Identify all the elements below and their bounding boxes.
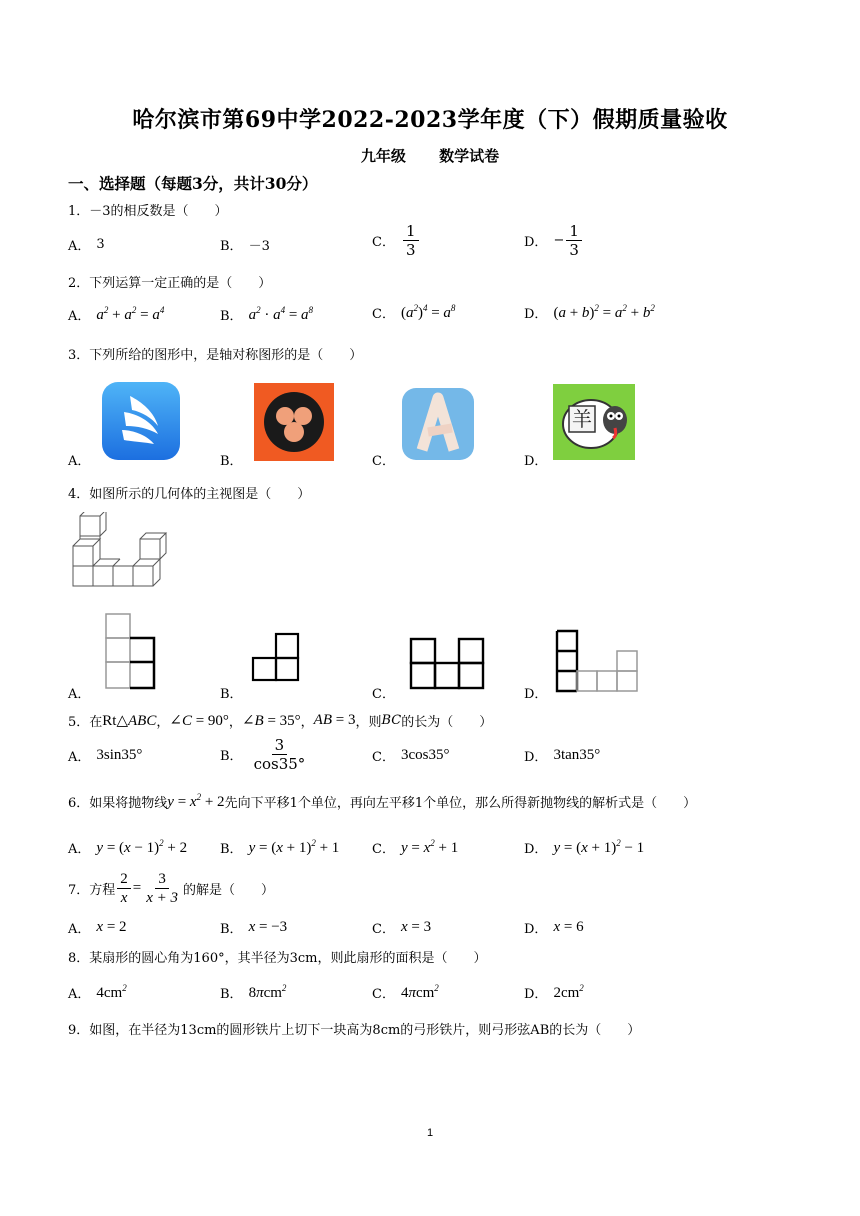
q6-option-b (220, 838, 339, 857)
question-2-stem: 2．下列运算一定正确的是（ ） (68, 276, 272, 291)
question-1-stem: 1．－3的相反数是（ ） (68, 204, 228, 219)
section-heading: 一、选择题（每题3分，共计30分） (68, 174, 318, 193)
option-label: B． (220, 922, 243, 937)
option-label: B． (220, 309, 243, 324)
q5-b-fraction (251, 736, 309, 773)
question-3-stem: 3．下列所给的图形中，是轴对称图形的是（ ） (68, 348, 363, 363)
math-expression: x = −3 (248, 919, 288, 935)
q1-option-d (524, 222, 584, 259)
denominator: 3 (569, 241, 579, 259)
math-expression: $y = (x + 1)^2 - 1$ (553, 838, 645, 856)
q4-solid-figure (72, 512, 172, 588)
q3-option-d (524, 450, 547, 469)
q5-stem-post: ，则 (355, 715, 382, 730)
q5-bc: BC (381, 713, 402, 728)
option-label: D． (524, 454, 548, 469)
option-label: D． (524, 687, 548, 702)
numerator: 3 (155, 870, 169, 889)
q5-sep: ， (156, 715, 170, 730)
option-label: B． (220, 749, 243, 764)
q7-stem-post: 的解是（ ） (183, 883, 275, 898)
math-expression: $(a^2)^4 = a^8$ (400, 303, 456, 321)
math-expression: $y = (x - 1)^2 + 2$ (96, 838, 188, 856)
q5-sep: ， (300, 715, 314, 730)
math-expression: x = 6 (553, 919, 584, 935)
math-expression: AB = 3 (313, 712, 356, 728)
option-label: A． (68, 309, 91, 324)
math-expression: 8πcm$^2$ (248, 983, 287, 1001)
math-expression: $(a + b)^2 = a^2 + b^2$ (553, 303, 655, 321)
q4-d-view (554, 629, 640, 693)
letter-a-logo-icon (402, 388, 474, 460)
option-label: A． (68, 687, 91, 702)
q1-a-value: 3 (96, 237, 105, 252)
q2-option-a (68, 305, 164, 324)
option-label: A． (68, 922, 91, 937)
q2-option-c (372, 303, 455, 322)
q3-option-b (220, 450, 243, 469)
question-4-stem: 4．如图所示的几何体的主视图是（ ） (68, 487, 311, 502)
q5-sep: ， (228, 715, 242, 730)
page-number: 1 (426, 1127, 434, 1139)
q7-option-a (68, 918, 127, 937)
q7-right-fraction (143, 870, 181, 907)
numerator: 3 (272, 736, 288, 755)
math-expression: x = 3 (400, 919, 432, 935)
q3-option-a (68, 450, 90, 469)
q5-option-c (372, 746, 449, 765)
option-label: C． (372, 842, 395, 857)
option-label: C． (372, 750, 395, 765)
option-label: C． (372, 235, 395, 250)
q8-option-d (524, 983, 584, 1002)
option-label: C． (372, 307, 395, 322)
q8-option-a (68, 983, 127, 1002)
equals-sign: = (132, 880, 142, 896)
math-expression: $y = (x + 1)^2 + 1$ (248, 838, 340, 856)
option-label: C． (372, 987, 395, 1002)
question-8-stem: 8．某扇形的圆心角为160°，其半径为3cm，则此扇形的面积是（ ） (68, 951, 487, 966)
q4-b-view (250, 632, 302, 684)
option-label: D． (524, 842, 548, 857)
q4-option-a (68, 683, 90, 702)
option-label: A． (68, 454, 91, 469)
math-expression: x = 2 (96, 919, 127, 935)
math-expression: 4πcm$^2$ (400, 983, 439, 1001)
option-label: C． (372, 454, 395, 469)
q4-option-c (372, 683, 395, 702)
sheep-char: 羊 (572, 407, 592, 431)
q5-stem-pre: 5．在 (68, 715, 103, 730)
math-expression: $4cm^2$ (96, 983, 127, 1001)
q5-option-a (68, 746, 142, 765)
option-label: B． (220, 454, 243, 469)
exam-subtitle (0, 145, 860, 166)
subject-label: 数学试卷 (439, 147, 500, 165)
math-expression: 3sin35° (96, 747, 143, 763)
q4-a-view (104, 612, 158, 692)
q4-option-d (524, 683, 547, 702)
question-9-stem: 9．如图，在半径为13cm的圆形铁片上切下一块高为8cm的弓形铁片，则弓形弦AB的长为（ ） (68, 1023, 641, 1038)
q6-option-d (524, 838, 644, 857)
math-expression: $a^2 + a^2 = a^4$ (96, 305, 165, 323)
option-label: C． (372, 687, 395, 702)
option-label: C． (372, 922, 395, 937)
q7-left-fraction (117, 870, 131, 907)
option-label: A． (68, 987, 91, 1002)
math-expression: $y = x^2 + 2$ (167, 792, 225, 810)
q3-option-c (372, 450, 395, 469)
math-expression: 3tan35° (553, 747, 601, 763)
grade-label: 九年级 (360, 147, 406, 165)
numerator: 1 (566, 222, 582, 241)
q1-c-fraction (403, 222, 419, 259)
q1-option-c (372, 222, 421, 259)
question-7-stem (68, 870, 274, 907)
option-label: B． (220, 239, 243, 254)
q2-option-d (524, 303, 655, 322)
math-expression: $a^2 \cdot a^4 = a^8$ (248, 305, 314, 323)
q1-option-b (220, 235, 270, 254)
option-label: B． (220, 987, 243, 1002)
q6-stem-pre: 6．如果将抛物线 (68, 796, 168, 811)
exam-title: 哈尔滨市第69中学2022-2023学年度（下）假期质量验收 (132, 107, 728, 133)
numerator: 1 (403, 222, 419, 241)
q1-b-value: －3 (248, 239, 270, 254)
denominator: x + 3 (146, 890, 179, 906)
q7-option-d (524, 918, 584, 937)
math-expression: 3cos35° (400, 747, 450, 763)
q2-option-b (220, 305, 313, 324)
math-expression: ∠C = 90° (169, 713, 229, 729)
minus-sign: − (553, 233, 565, 248)
math-expression: Rt△ABC (102, 713, 157, 729)
q1-option-a (68, 235, 105, 254)
q6-option-c (372, 838, 458, 857)
option-label: A． (68, 750, 91, 765)
math-expression: $y = x^2 + 1$ (400, 838, 459, 856)
q6-option-a (68, 838, 187, 857)
option-label: D． (524, 922, 548, 937)
q5-option-b (220, 736, 310, 773)
option-label: D． (524, 987, 548, 1002)
option-label: A． (68, 842, 91, 857)
option-label: D． (524, 750, 548, 765)
option-label: B． (220, 842, 243, 857)
q7-stem-pre: 7．方程 (68, 883, 116, 898)
math-expression: $2cm^2$ (553, 983, 584, 1001)
feather-logo-icon (102, 382, 180, 460)
denominator: x (120, 890, 128, 906)
numerator: 2 (117, 870, 131, 889)
q1-d-fraction (566, 222, 582, 259)
option-label: D． (524, 307, 548, 322)
denominator: 3 (405, 241, 416, 259)
math-expression: ∠B = 35° (241, 713, 301, 729)
sheep-logo-icon (553, 384, 635, 460)
question-5-stem (68, 711, 492, 730)
denominator: cos35° (253, 755, 306, 773)
question-6-stem (68, 792, 696, 811)
q7-option-c (372, 918, 431, 937)
q8-option-c (372, 983, 439, 1002)
option-label: D． (524, 235, 548, 250)
monkey-logo-icon (254, 383, 334, 461)
q4-c-view (408, 636, 486, 692)
q4-option-b (220, 683, 243, 702)
q8-option-b (220, 983, 286, 1002)
option-label: B． (220, 687, 243, 702)
q7-option-b (220, 918, 287, 937)
q6-stem-post: 先向下平移1个单位，再向左平移1个单位，那么所得新抛物线的解析式是（ ） (224, 796, 697, 811)
q5-stem-end: 的长为（ ） (401, 715, 493, 730)
option-label: A． (68, 239, 91, 254)
q5-option-d (524, 746, 600, 765)
